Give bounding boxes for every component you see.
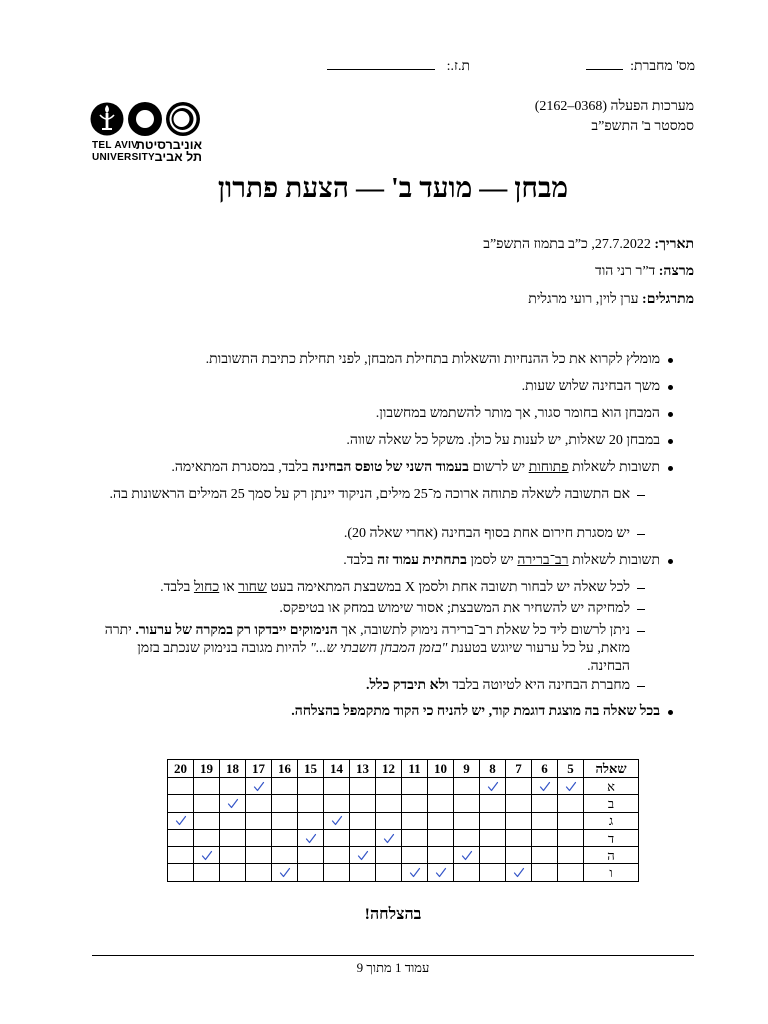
question-number-14: 14 (324, 760, 350, 778)
answer-cell-q10-option-1 (428, 778, 454, 795)
question-number-18: 18 (220, 760, 246, 778)
answer-cell-q16-option-3 (272, 812, 298, 829)
dash-icon (637, 495, 645, 496)
logo-hebrew-line2: תל אביב (154, 150, 202, 164)
check-icon (227, 798, 239, 809)
underlined-term: כחול (193, 580, 220, 595)
instruction-code-examples (92, 703, 660, 721)
italic-quote: "בזמן המבחן חשבתי ש..." (309, 641, 448, 656)
bold-phrase: הנימוקים ייבדקו רק במקרה של ערעור. (135, 623, 338, 638)
answer-cell-q18-option-6 (220, 864, 246, 881)
answer-cell-q17-option-3 (246, 812, 272, 829)
answer-cell-q17-option-2 (246, 795, 272, 812)
bullet-icon (668, 559, 673, 564)
logo-emblems (90, 100, 202, 138)
bullet-icon (668, 710, 673, 715)
instruction-emergency-frame (92, 525, 630, 543)
teaching-assistants (528, 291, 694, 309)
logo-hebrew-line1: אוניברסיטת (135, 138, 202, 152)
answer-cell-q7-option-3 (506, 812, 532, 829)
answer-cell-q15-option-6 (298, 864, 324, 881)
dash-icon (637, 631, 645, 632)
answer-cell-q17-option-1 (246, 778, 272, 795)
answer-cell-q13-option-1 (350, 778, 376, 795)
answer-cell-q20-option-1 (168, 778, 194, 795)
instruction-draft-notebook (92, 677, 630, 695)
instruction-text: למחיקה יש להשחיר את המשבצת; אסור שימוש במחק או בטיפקס. (279, 601, 630, 616)
option-label: ג (584, 812, 639, 829)
instruction-closed-material (92, 405, 660, 423)
answer-cell-q18-option-3 (220, 812, 246, 829)
check-icon (175, 815, 187, 826)
answer-cell-q14-option-5 (324, 847, 350, 864)
check-icon (253, 781, 265, 792)
instruction-duration (92, 378, 660, 396)
instruction-erasing (92, 600, 630, 618)
answer-cell-q10-option-3 (428, 812, 454, 829)
answer-cell-q12-option-6 (376, 864, 402, 881)
answer-cell-q6-option-4 (532, 829, 558, 846)
answer-cell-q14-option-4 (324, 829, 350, 846)
answer-cell-q10-option-4 (428, 829, 454, 846)
id-number-field (327, 57, 470, 76)
answer-cell-q6-option-6 (532, 864, 558, 881)
check-icon (461, 850, 473, 861)
answer-cell-q15-option-1 (298, 778, 324, 795)
check-icon (565, 781, 577, 792)
answer-cell-q6-option-5 (532, 847, 558, 864)
bold-phrase: בתחתית עמוד זה (377, 553, 467, 568)
answer-cell-q5-option-4 (558, 829, 584, 846)
underlined-term: רב־ברירה (517, 553, 569, 568)
answer-cell-q8-option-3 (480, 812, 506, 829)
answer-cell-q11-option-6 (402, 864, 428, 881)
question-number-5: 5 (558, 760, 584, 778)
answer-cell-q13-option-3 (350, 812, 376, 829)
instruction-text: אם התשובה לשאלה פתוחה ארוכה מ־25 מילים, הניקוד יינתן רק על סמך 25 המילים הראשונות בה. (109, 487, 630, 502)
answer-cell-q13-option-5 (350, 847, 376, 864)
id-number-blank (327, 57, 435, 70)
notebook-number-blank (586, 57, 623, 70)
check-icon (513, 867, 525, 878)
bold-phrase: ולא תיבדק כלל. (365, 678, 449, 693)
table-row (168, 847, 639, 864)
logo-hebrew-text (136, 139, 202, 163)
answer-cell-q16-option-2 (272, 795, 298, 812)
bullet-icon (668, 358, 673, 363)
instruction-text: תשובות לשאלות (568, 460, 660, 475)
question-number-9: 9 (454, 760, 480, 778)
option-label: ב (584, 795, 639, 812)
answer-cell-q18-option-4 (220, 829, 246, 846)
answer-cell-q9-option-5 (454, 847, 480, 864)
answer-cell-q13-option-6 (350, 864, 376, 881)
answer-cell-q15-option-4 (298, 829, 324, 846)
instruction-text: בלבד. (160, 580, 194, 595)
concentric-ring-icon (166, 102, 200, 136)
question-number-16: 16 (272, 760, 298, 778)
dash-icon (637, 686, 645, 687)
table-row (168, 795, 639, 812)
instruction-text: משך הבחינה שלוש שעות. (521, 379, 660, 394)
id-number-label: ת.ז.: (446, 59, 470, 74)
answer-cell-q20-option-5 (168, 847, 194, 864)
table-header-label: שאלה (584, 760, 639, 778)
check-icon (409, 867, 421, 878)
answer-cell-q18-option-5 (220, 847, 246, 864)
question-number-11: 11 (402, 760, 428, 778)
answer-cell-q6-option-1 (532, 778, 558, 795)
check-icon (357, 850, 369, 861)
answer-cell-q10-option-5 (428, 847, 454, 864)
answer-cell-q20-option-2 (168, 795, 194, 812)
answer-cell-q16-option-6 (272, 864, 298, 881)
answer-cell-q6-option-2 (532, 795, 558, 812)
question-number-19: 19 (194, 760, 220, 778)
answer-cell-q12-option-3 (376, 812, 402, 829)
answer-cell-q8-option-6 (480, 864, 506, 881)
option-label: ו (584, 864, 639, 881)
answer-cell-q11-option-5 (402, 847, 428, 864)
answer-cell-q7-option-5 (506, 847, 532, 864)
answer-cell-q8-option-2 (480, 795, 506, 812)
question-number-13: 13 (350, 760, 376, 778)
answer-cell-q8-option-1 (480, 778, 506, 795)
answer-cell-q16-option-1 (272, 778, 298, 795)
instruction-question-count (92, 432, 660, 450)
instruction-text: תשובות לשאלות (568, 553, 660, 568)
answer-cell-q15-option-3 (298, 812, 324, 829)
answer-cell-q9-option-6 (454, 864, 480, 881)
answer-cell-q20-option-3 (168, 812, 194, 829)
answer-cell-q11-option-4 (402, 829, 428, 846)
answer-cell-q5-option-5 (558, 847, 584, 864)
instruction-open-answers (92, 459, 660, 477)
page-number: עמוד 1 מתוך 9 (356, 960, 430, 975)
bold-phrase: בעמוד השני של טופס הבחינה (312, 460, 469, 475)
page-title: מבחן — מועד ב' — הצעת פתרון (217, 173, 569, 204)
answer-cell-q14-option-6 (324, 864, 350, 881)
question-number-15: 15 (298, 760, 324, 778)
instruction-text: יתרה מזאת, על כל ערעור שיוגש בטענת (104, 623, 630, 656)
instruction-text: בלבד. (343, 553, 378, 568)
answer-cell-q11-option-3 (402, 812, 428, 829)
answer-cell-q5-option-2 (558, 795, 584, 812)
check-icon (201, 850, 213, 861)
answer-cell-q8-option-4 (480, 829, 506, 846)
question-number-12: 12 (376, 760, 402, 778)
question-number-6: 6 (532, 760, 558, 778)
instruction-text: מחברת הבחינה היא לטיוטה בלבד (448, 678, 630, 693)
table-header-row (168, 760, 639, 778)
answer-table (167, 759, 639, 882)
answer-cell-q14-option-3 (324, 812, 350, 829)
answer-cell-q19-option-5 (194, 847, 220, 864)
check-icon (487, 781, 499, 792)
answer-cell-q12-option-1 (376, 778, 402, 795)
answer-cell-q9-option-4 (454, 829, 480, 846)
answer-cell-q7-option-6 (506, 864, 532, 881)
answer-cell-q19-option-1 (194, 778, 220, 795)
ring-icon (128, 102, 162, 136)
table-row (168, 812, 639, 829)
answer-cell-q10-option-2 (428, 795, 454, 812)
option-label: ד (584, 829, 639, 846)
instruction-text: יש מסגרת חירום אחת בסוף הבחינה (אחרי שאלה 20). (343, 526, 630, 541)
answer-cell-q7-option-1 (506, 778, 532, 795)
university-logo (90, 100, 202, 168)
question-number-17: 17 (246, 760, 272, 778)
answer-cell-q5-option-3 (558, 812, 584, 829)
check-icon (539, 781, 551, 792)
answer-cell-q5-option-1 (558, 778, 584, 795)
lecturer-label: מרצה: (658, 264, 694, 279)
dash-icon (637, 609, 645, 610)
instruction-text: מומלץ לקרוא את כל ההנחיות והשאלות בתחילת המבחן, לפני תחילת כתיבת התשובות. (205, 352, 660, 367)
instruction-text: להיות מגובה בנימוק שנכתב בזמן הבחינה. (137, 641, 630, 674)
answer-cell-q16-option-5 (272, 847, 298, 864)
underlined-term: שחור (238, 580, 267, 595)
answer-cell-q17-option-5 (246, 847, 272, 864)
answer-cell-q12-option-2 (376, 795, 402, 812)
notebook-number-field (586, 57, 695, 76)
answer-cell-q13-option-4 (350, 829, 376, 846)
bullet-icon (668, 412, 673, 417)
answer-cell-q19-option-3 (194, 812, 220, 829)
closing-wish: בהצלחה! (364, 906, 422, 923)
answer-cell-q15-option-5 (298, 847, 324, 864)
answer-cell-q12-option-5 (376, 847, 402, 864)
underlined-term: פתוחות (528, 460, 569, 475)
dash-icon (637, 534, 645, 535)
table-row (168, 778, 639, 795)
check-icon (383, 833, 395, 844)
instruction-text: יש לרשום (468, 460, 529, 475)
answer-cell-q9-option-2 (454, 795, 480, 812)
bold-phrase: בכל שאלה בה מוצגת דוגמת קוד, יש להניח כי הקוד מתקמפל בהצלחה. (291, 704, 660, 719)
question-number-20: 20 (168, 760, 194, 778)
table-row (168, 864, 639, 881)
instruction-text: יש לסמן (466, 553, 518, 568)
answer-cell-q11-option-2 (402, 795, 428, 812)
answer-cell-q8-option-5 (480, 847, 506, 864)
answer-cell-q9-option-1 (454, 778, 480, 795)
check-icon (435, 867, 447, 878)
bullet-icon (668, 439, 673, 444)
check-icon (279, 867, 291, 878)
dash-icon (637, 588, 645, 589)
answer-cell-q17-option-4 (246, 829, 272, 846)
torch-emblem-icon (91, 103, 124, 136)
answer-cell-q20-option-6 (168, 864, 194, 881)
answer-cell-q19-option-2 (194, 795, 220, 812)
instruction-text: ניתן לרשום ליד כל שאלת רב־ברירה נימוק לתשובה, אך (337, 623, 630, 638)
bullet-icon (668, 466, 673, 471)
footer-divider (92, 955, 694, 956)
logo-english-line2: UNIVERSITY (92, 151, 156, 163)
instruction-text: או (219, 580, 239, 595)
assistants-value: ערן לוין, רועי מרגלית (528, 292, 639, 307)
question-number-7: 7 (506, 760, 532, 778)
instruction-word-limit (92, 486, 630, 504)
assistants-label: מתרגלים: (642, 292, 694, 307)
answer-cell-q13-option-2 (350, 795, 376, 812)
instruction-text: המבחן הוא בחומר סגור, אך מותר להשתמש במחשבון. (375, 406, 660, 421)
answer-cell-q18-option-2 (220, 795, 246, 812)
answer-cell-q9-option-3 (454, 812, 480, 829)
instruction-read-first (92, 351, 660, 369)
answer-cell-q17-option-6 (246, 864, 272, 881)
option-label: א (584, 778, 639, 795)
date-value: 27.7.2022, כ”ב בתמוז התשפ”ב (483, 237, 651, 252)
logo-english-line1: TEL AVIV (92, 140, 139, 151)
question-number-8: 8 (480, 760, 506, 778)
answer-cell-q12-option-4 (376, 829, 402, 846)
answer-cell-q14-option-2 (324, 795, 350, 812)
answer-cell-q20-option-4 (168, 829, 194, 846)
notebook-number-label: מס' מחברת: (630, 59, 695, 74)
answer-cell-q15-option-2 (298, 795, 324, 812)
answer-cell-q19-option-6 (194, 864, 220, 881)
answer-cell-q6-option-3 (532, 812, 558, 829)
answer-cell-q11-option-1 (402, 778, 428, 795)
lecturer-value: ד”ר רני הוד (594, 264, 656, 279)
answer-cell-q5-option-6 (558, 864, 584, 881)
instruction-reasoning (92, 622, 630, 676)
question-number-10: 10 (428, 760, 454, 778)
answer-cell-q14-option-1 (324, 778, 350, 795)
instruction-text: לכל שאלה יש לבחור תשובה אחת ולסמן X במשבצת המתאימה בעט (266, 580, 630, 595)
answer-cell-q10-option-6 (428, 864, 454, 881)
semester: סמסטר ב' התשפ”ב (591, 119, 694, 134)
exam-date (483, 236, 694, 254)
answer-cell-q7-option-2 (506, 795, 532, 812)
answer-cell-q19-option-4 (194, 829, 220, 846)
instruction-marking (92, 579, 630, 597)
date-label: תאריך: (654, 237, 694, 252)
answer-cell-q18-option-1 (220, 778, 246, 795)
answer-cell-q16-option-4 (272, 829, 298, 846)
bullet-icon (668, 385, 673, 390)
instruction-multiple-choice (92, 552, 660, 570)
option-label: ה (584, 847, 639, 864)
table-row (168, 829, 639, 846)
lecturer (595, 263, 694, 281)
instruction-text: בלבד, במסגרת המתאימה. (171, 460, 313, 475)
course-name: מערכות הפעלה (0368–2162) (534, 99, 694, 114)
instruction-text: במבחן 20 שאלות, יש לענות על כולן. משקל כל שאלה שווה. (346, 433, 660, 448)
answer-cell-q7-option-4 (506, 829, 532, 846)
check-icon (331, 815, 343, 826)
check-icon (305, 833, 317, 844)
